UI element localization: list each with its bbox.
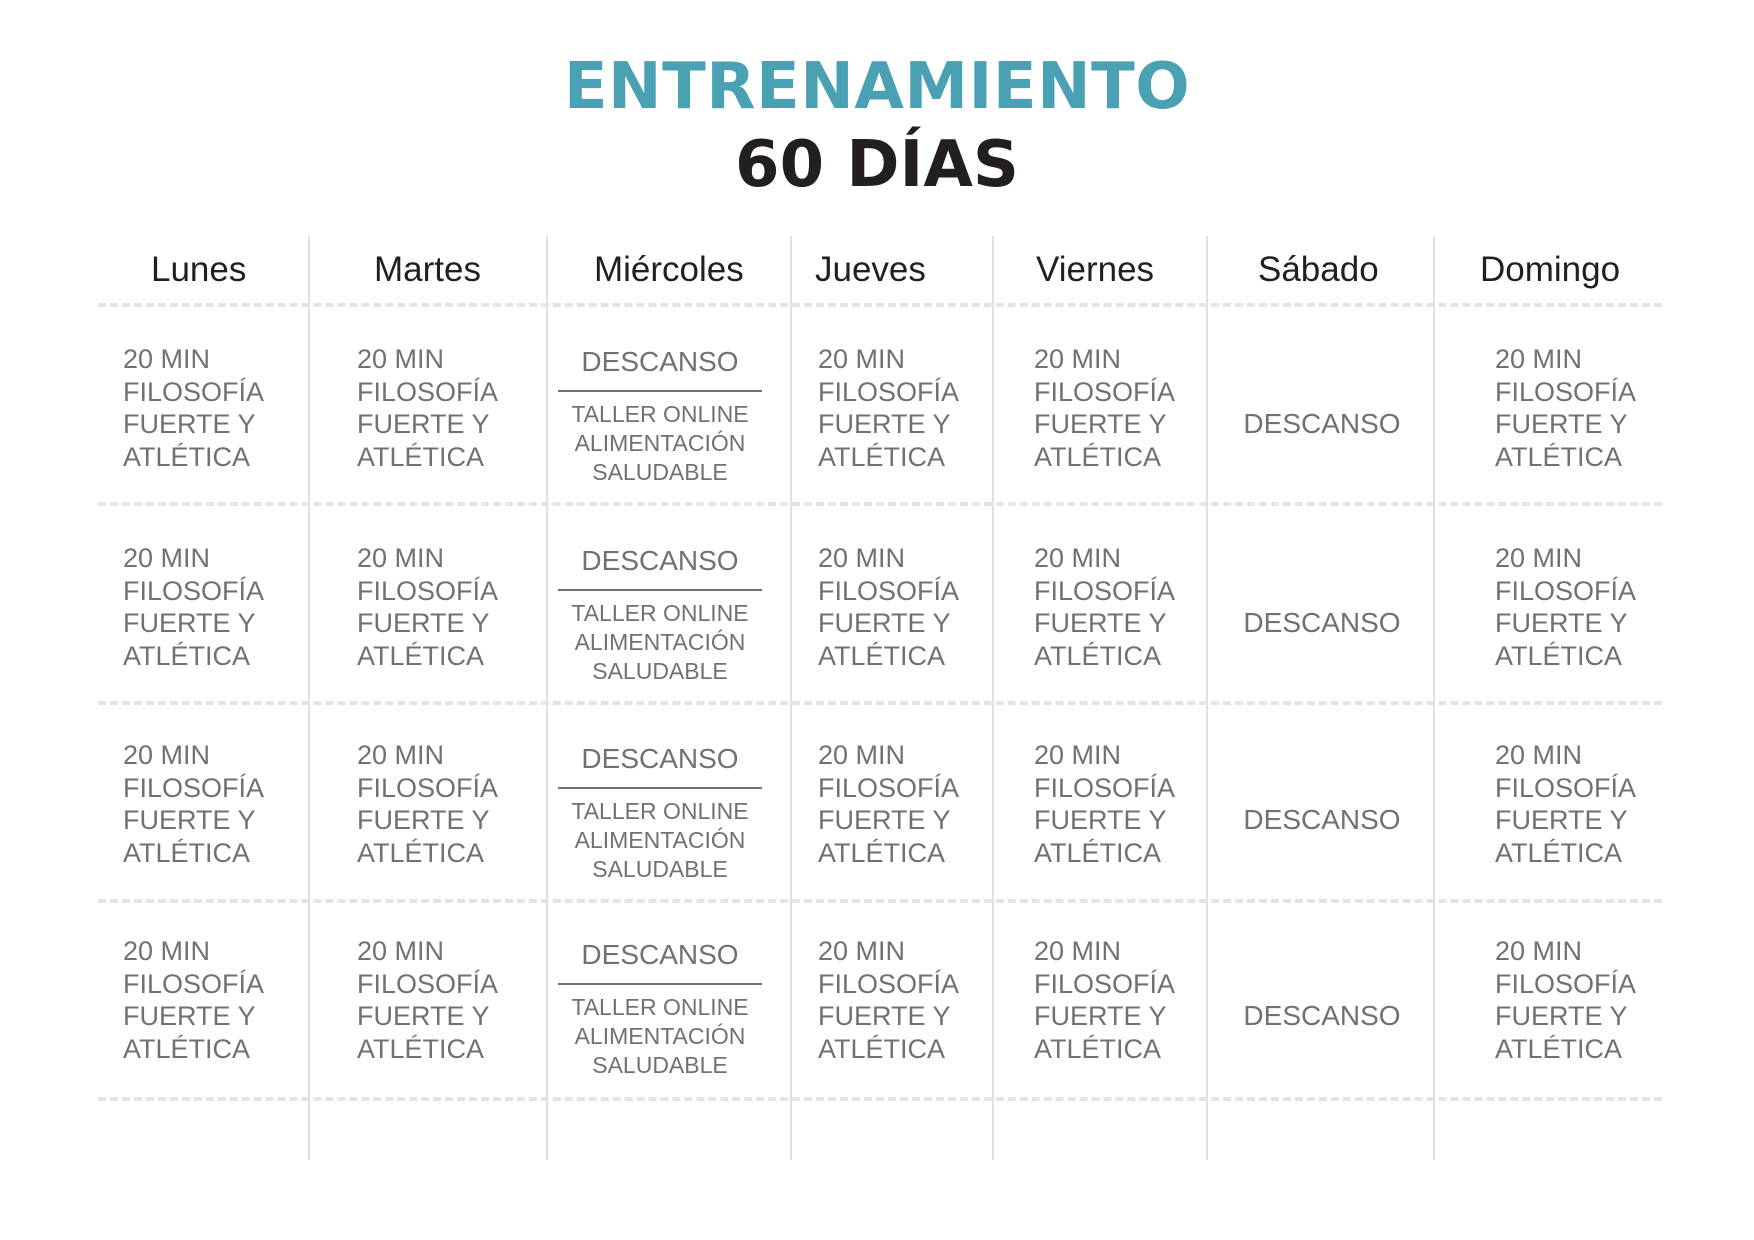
column-divider [308,236,310,1160]
workout-line: FILOSOFÍA [1495,968,1637,999]
workout-line: 20 MIN [357,936,445,966]
rest-label: DESCANSO [558,344,762,392]
workout-line: ATLÉTICA [818,1033,946,1064]
workout-line: ATLÉTICA [123,640,251,671]
workout-line: 20 MIN [357,543,445,573]
workout-line: FUERTE Y [818,1001,951,1031]
row-divider [98,303,1662,307]
workout-line: FUERTE Y [1495,1001,1628,1031]
workout-cell-domingo [1495,343,1636,473]
workout-line: ATLÉTICA [1034,441,1162,472]
column-divider [546,236,548,1160]
workout-line: 20 MIN [1034,740,1122,770]
column-divider [790,236,792,1160]
workout-line: 20 MIN [1034,543,1122,573]
workout-cell-viernes [1034,739,1175,869]
workshop-line: SALUDABLE [592,856,728,882]
row-divider [98,701,1662,705]
workout-cell-jueves [818,935,959,1065]
column-divider [1433,236,1435,1160]
workshop-label [558,591,762,686]
workshop-line: ALIMENTACIÓN [574,629,746,655]
rest-cell-sábado: DESCANSO [1243,408,1401,439]
workout-line: ATLÉTICA [357,1033,485,1064]
workshop-line: SALUDABLE [592,658,728,684]
workout-line: FUERTE Y [123,1001,256,1031]
workout-cell-martes [357,542,498,672]
workout-line: FILOSOFÍA [123,575,265,606]
rest-label: DESCANSO [558,937,762,985]
rest-workshop-cell-miércoles [558,741,762,884]
workout-line: FILOSOFÍA [818,575,960,606]
workshop-line: ALIMENTACIÓN [574,1023,746,1049]
workout-line: 20 MIN [1495,543,1583,573]
workout-line: 20 MIN [1034,344,1122,374]
day-header-domingo: Domingo [1480,250,1621,289]
workout-line: FILOSOFÍA [357,772,499,803]
workout-line: FUERTE Y [1034,805,1167,835]
workout-cell-viernes [1034,542,1175,672]
workout-line: ATLÉTICA [357,441,485,472]
workout-cell-jueves [818,343,959,473]
rest-workshop-cell-miércoles [558,937,762,1080]
workout-line: 20 MIN [1495,740,1583,770]
rest-label: DESCANSO [558,741,762,789]
workout-line: ATLÉTICA [357,640,485,671]
workout-line: FUERTE Y [123,608,256,638]
workout-line: FILOSOFÍA [1034,772,1176,803]
workout-cell-jueves [818,739,959,869]
day-header-sábado: Sábado [1258,250,1379,289]
workout-cell-martes [357,739,498,869]
workout-line: FILOSOFÍA [1495,376,1637,407]
workout-line: ATLÉTICA [123,837,251,868]
workout-line: ATLÉTICA [123,441,251,472]
workout-line: 20 MIN [123,543,211,573]
workshop-line: TALLER ONLINE [571,401,749,427]
workout-line: FILOSOFÍA [357,575,499,606]
workout-line: ATLÉTICA [1495,640,1623,671]
workout-line: ATLÉTICA [1495,441,1623,472]
workout-line: 20 MIN [818,344,906,374]
workout-line: FILOSOFÍA [123,968,265,999]
workout-cell-martes [357,343,498,473]
day-header-viernes: Viernes [1036,250,1155,289]
workshop-line: ALIMENTACIÓN [574,430,746,456]
workout-line: FUERTE Y [818,608,951,638]
workout-line: 20 MIN [1495,936,1583,966]
workout-line: FUERTE Y [1495,409,1628,439]
workout-cell-lunes [123,343,264,473]
workout-line: FILOSOFÍA [818,376,960,407]
rest-workshop-cell-miércoles [558,344,762,487]
workout-line: 20 MIN [818,936,906,966]
rest-workshop-cell-miércoles [558,543,762,686]
workout-line: FILOSOFÍA [1495,575,1637,606]
workout-line: ATLÉTICA [1034,837,1162,868]
workout-line: ATLÉTICA [818,640,946,671]
workout-cell-jueves [818,542,959,672]
workout-cell-viernes [1034,935,1175,1065]
rest-label: DESCANSO [558,543,762,591]
workout-cell-domingo [1495,739,1636,869]
rest-cell-sábado: DESCANSO [1243,804,1401,835]
workout-line: ATLÉTICA [818,441,946,472]
workshop-line: TALLER ONLINE [571,600,749,626]
day-header-martes: Martes [374,250,481,289]
rest-cell-sábado: DESCANSO [1243,1000,1401,1031]
workout-cell-lunes [123,739,264,869]
workout-line: 20 MIN [1034,936,1122,966]
workshop-line: SALUDABLE [592,1052,728,1078]
workout-line: FUERTE Y [357,805,490,835]
day-header-lunes: Lunes [151,250,247,289]
workout-line: ATLÉTICA [818,837,946,868]
rest-cell-sábado: DESCANSO [1243,607,1401,638]
workout-cell-domingo [1495,542,1636,672]
workout-line: FILOSOFÍA [1495,772,1637,803]
workout-cell-lunes [123,935,264,1065]
workout-line: FUERTE Y [1034,608,1167,638]
title-line-training: ENTRENAMIENTO [563,50,1191,124]
workout-line: 20 MIN [818,543,906,573]
workshop-line: ALIMENTACIÓN [574,827,746,853]
workout-cell-domingo [1495,935,1636,1065]
workout-line: 20 MIN [818,740,906,770]
workout-line: 20 MIN [357,344,445,374]
workout-line: ATLÉTICA [1495,837,1623,868]
workshop-label [558,392,762,487]
workout-line: FILOSOFÍA [1034,376,1176,407]
workout-line: FUERTE Y [1034,409,1167,439]
workout-line: 20 MIN [123,740,211,770]
row-divider [98,1097,1662,1101]
workshop-line: SALUDABLE [592,459,728,485]
day-header-miércoles: Miércoles [594,250,744,289]
workshop-line: TALLER ONLINE [571,798,749,824]
workout-line: ATLÉTICA [1034,1033,1162,1064]
workout-line: 20 MIN [357,740,445,770]
workout-line: 20 MIN [1495,344,1583,374]
day-header-jueves: Jueves [815,250,926,289]
workout-line: FILOSOFÍA [123,772,265,803]
workshop-label [558,789,762,884]
workout-line: FUERTE Y [818,805,951,835]
row-divider [98,899,1662,903]
title-line-duration: 60 DÍAS [735,128,1019,202]
workshop-line: TALLER ONLINE [571,994,749,1020]
workout-line: ATLÉTICA [1034,640,1162,671]
workout-cell-lunes [123,542,264,672]
workout-line: FILOSOFÍA [818,968,960,999]
workout-line: FUERTE Y [123,805,256,835]
workout-line: 20 MIN [123,936,211,966]
workout-cell-viernes [1034,343,1175,473]
workout-line: FUERTE Y [357,608,490,638]
workout-line: FILOSOFÍA [1034,575,1176,606]
column-divider [1206,236,1208,1160]
workout-cell-martes [357,935,498,1065]
workout-line: FUERTE Y [1495,805,1628,835]
workout-line: FILOSOFÍA [357,968,499,999]
workout-line: FILOSOFÍA [818,772,960,803]
workout-line: FILOSOFÍA [357,376,499,407]
workout-line: FUERTE Y [357,409,490,439]
workout-line: 20 MIN [123,344,211,374]
workout-line: FILOSOFÍA [123,376,265,407]
workout-line: FUERTE Y [818,409,951,439]
workout-line: FUERTE Y [357,1001,490,1031]
workout-line: ATLÉTICA [357,837,485,868]
workout-line: FILOSOFÍA [1034,968,1176,999]
workshop-label [558,985,762,1080]
workout-line: ATLÉTICA [1495,1033,1623,1064]
workout-line: FUERTE Y [123,409,256,439]
workout-line: FUERTE Y [1495,608,1628,638]
row-divider [98,502,1662,506]
column-divider [992,236,994,1160]
workout-line: ATLÉTICA [123,1033,251,1064]
workout-line: FUERTE Y [1034,1001,1167,1031]
